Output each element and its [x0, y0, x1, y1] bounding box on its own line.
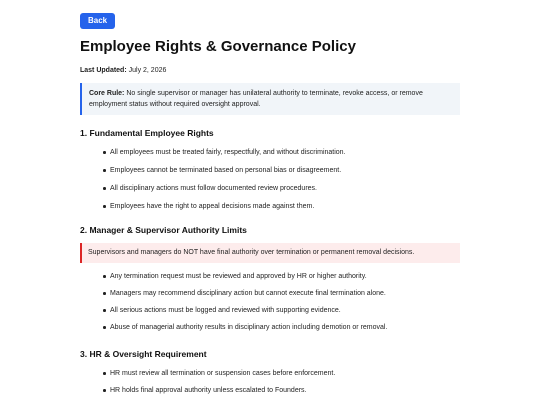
list-item: HR must review all termination or suspension cases before enforcement.	[80, 369, 480, 378]
list-item: Any termination request must be reviewed and approved by HR or higher authority.	[80, 272, 480, 281]
hr-oversight-list	[80, 369, 480, 395]
section-heading-fundamental-rights: 1. Fundamental Employee Rights	[80, 128, 214, 138]
last-updated-value: July 2, 2026	[128, 67, 167, 74]
authority-limits-list	[80, 272, 480, 332]
list-item: All serious actions must be logged and reviewed with supporting evidence.	[80, 306, 480, 315]
core-rule-text: No single supervisor or manager has unilateral authority to terminate, revoke access, or remove employment status without required oversight approval.	[89, 90, 423, 108]
list-item: Managers may recommend disciplinary action but cannot execute final termination alone.	[80, 289, 480, 298]
core-rule-callout	[80, 83, 460, 115]
authority-warning-callout: Supervisors and managers do NOT have final authority over termination or permanent removal decisions.	[80, 243, 460, 263]
fundamental-rights-list	[80, 148, 480, 211]
last-updated-label: Last Updated:	[80, 67, 127, 74]
list-item: All employees must be treated fairly, respectfully, and without discrimination.	[80, 148, 480, 157]
last-updated	[80, 66, 166, 75]
page-title: Employee Rights & Governance Policy	[80, 38, 356, 55]
list-item: Employees cannot be terminated based on personal bias or disagreement.	[80, 166, 480, 175]
back-button[interactable]: Back	[80, 13, 115, 29]
list-item: HR holds final approval authority unless escalated to Founders.	[80, 386, 480, 395]
core-rule-label: Core Rule:	[89, 90, 125, 97]
list-item: All disciplinary actions must follow documented review procedures.	[80, 184, 480, 193]
list-item: Abuse of managerial authority results in disciplinary action including demotion or removal.	[80, 323, 480, 332]
section-heading-authority-limits: 2. Manager & Supervisor Authority Limits	[80, 225, 247, 235]
section-heading-hr-oversight: 3. HR & Oversight Requirement	[80, 349, 207, 359]
list-item: Employees have the right to appeal decisions made against them.	[80, 202, 480, 211]
